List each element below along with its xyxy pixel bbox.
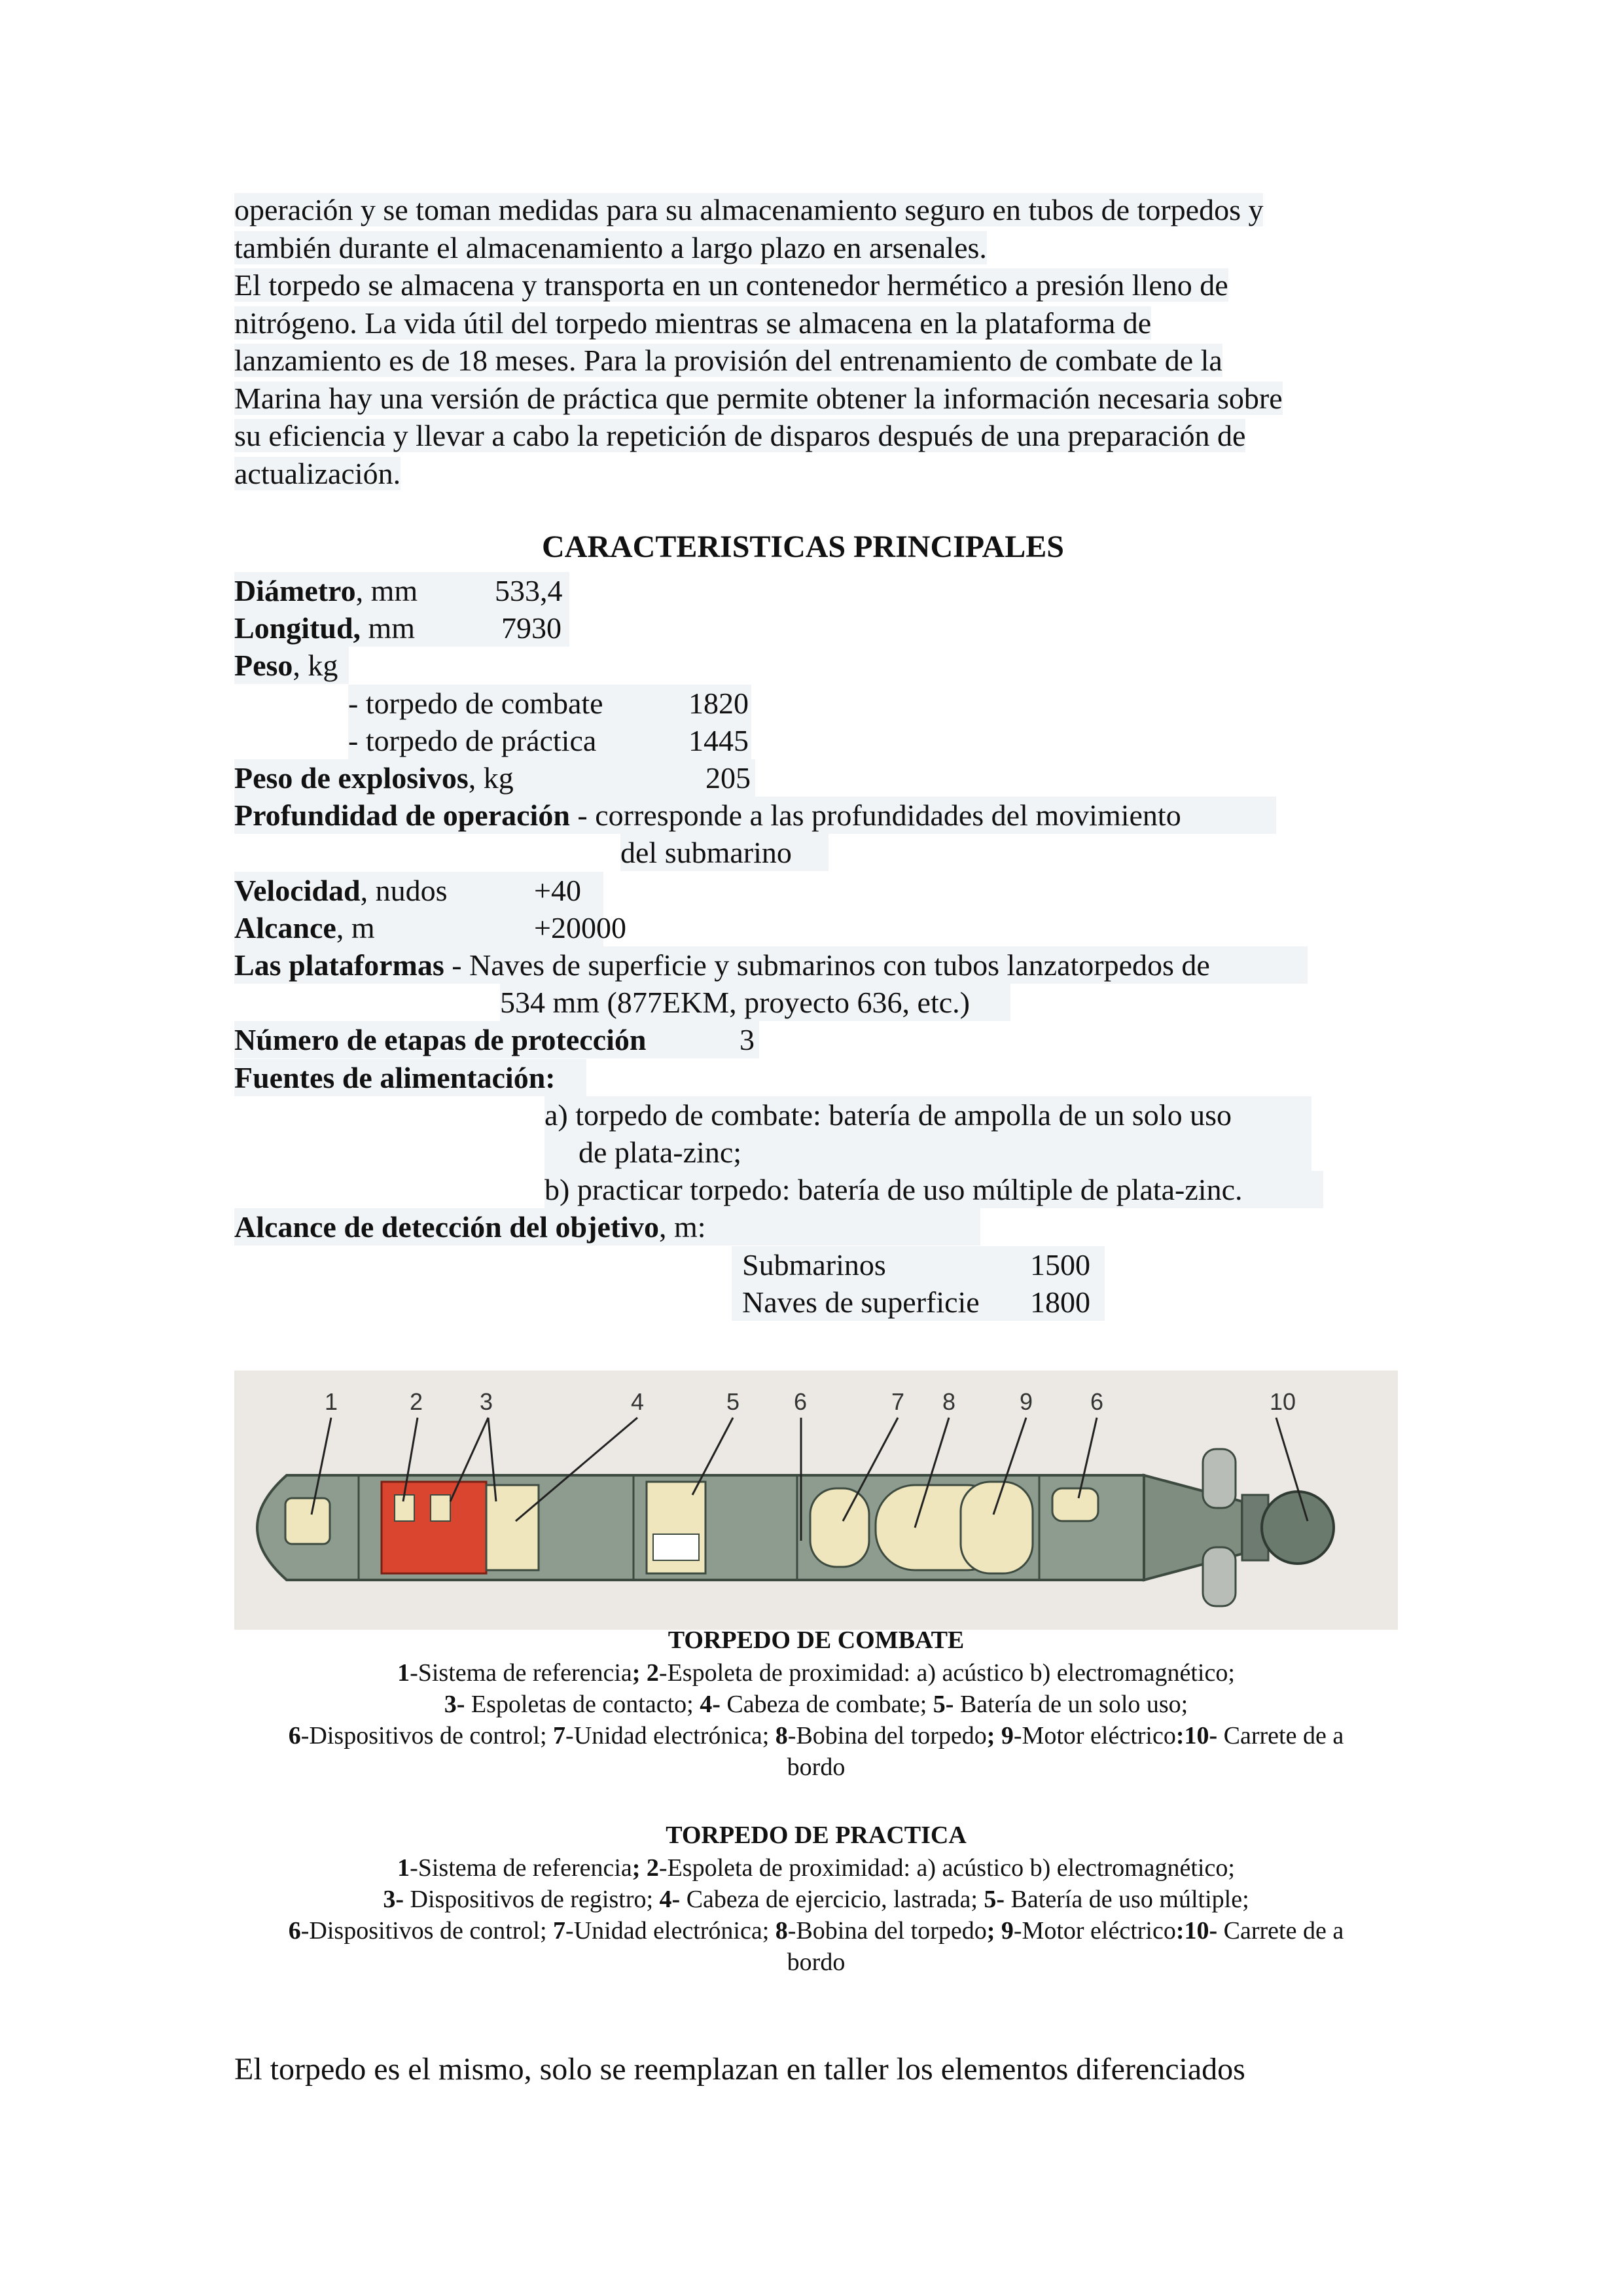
spec-value: 3 xyxy=(740,1023,755,1056)
spec-deteccion xyxy=(234,1208,980,1246)
spec-text: - corresponde a las profundidades del movimiento xyxy=(569,798,1181,832)
spec-fuentes xyxy=(234,1059,586,1096)
spec-label: Submarinos xyxy=(742,1248,886,1282)
spec-label: Fuentes de alimentación: xyxy=(234,1061,556,1094)
diagram-number: 9 xyxy=(1020,1388,1033,1415)
caption-combate-title: TORPEDO DE COMBATE xyxy=(668,1626,965,1654)
spec-unit: , nudos xyxy=(360,874,448,907)
diagram-number: 4 xyxy=(631,1388,645,1415)
spec-label: Velocidad xyxy=(234,874,361,907)
spec-peso-combate xyxy=(348,685,751,722)
diagram-number: 6 xyxy=(794,1388,808,1415)
spec-peso xyxy=(234,647,349,684)
spec-unit: , kg xyxy=(468,761,514,795)
spec-label: Alcance xyxy=(234,911,336,944)
spec-label: Número de etapas de protección xyxy=(234,1023,647,1056)
intro-line: nitrógeno. La vida útil del torpedo mientras se almacena en la plataforma de xyxy=(234,306,1152,340)
spec-text: 534 mm (877EKM, proyecto 636, etc.) xyxy=(500,986,970,1019)
spec-diametro xyxy=(234,572,569,609)
spec-value: +40 xyxy=(534,874,581,907)
intro-line: también durante el almacenamiento a largo plazo en arsenales. xyxy=(234,230,987,264)
control-devices-aft xyxy=(1052,1488,1098,1521)
caption-practica-title: TORPEDO DE PRACTICA xyxy=(666,1821,967,1849)
spec-velocidad xyxy=(234,872,603,909)
spec-etapas xyxy=(234,1021,759,1058)
intro-line: El torpedo se almacena y transporta en un contenedor hermético a presión lleno de xyxy=(234,268,1228,302)
spec-value: +20000 xyxy=(534,911,626,944)
spec-text: - Naves de superficie y submarinos con tubos lanzatorpedos de xyxy=(444,948,1210,982)
intro-line: operación y se toman medidas para su almacenamiento seguro en tubos de torpedos y xyxy=(234,193,1264,226)
spec-label: - torpedo de combate xyxy=(348,687,603,720)
spec-peso-practica xyxy=(348,722,751,759)
spec-label: Longitud, xyxy=(234,611,361,645)
intro-line: actualización. xyxy=(234,456,401,490)
caption-practica-line: bordo xyxy=(787,1948,846,1976)
spec-fuentes-a xyxy=(544,1096,1311,1134)
spec-deteccion-naves xyxy=(732,1283,1105,1321)
control-devices xyxy=(810,1488,869,1567)
torpedo-diagram xyxy=(234,1371,1398,1630)
diagram-number: 8 xyxy=(942,1388,956,1415)
intro-line: su eficiencia y llevar a cabo la repetición de disparos después de una preparación de xyxy=(234,419,1246,452)
spec-label: Peso xyxy=(234,649,293,682)
spec-value: 1820 xyxy=(688,687,749,720)
spec-label: Diámetro xyxy=(234,574,356,607)
spec-alcance xyxy=(234,909,626,946)
spec-label: Alcance de detección del objetivo xyxy=(234,1210,659,1244)
spec-deteccion-submarinos xyxy=(732,1246,1105,1283)
diagram-number: 1 xyxy=(325,1388,338,1415)
spec-unit: , kg xyxy=(293,649,338,682)
spec-plataformas-cont xyxy=(500,984,1010,1021)
diagram-number: 7 xyxy=(891,1388,905,1415)
spec-value: 1500 xyxy=(1030,1248,1090,1282)
spec-label: Peso de explosivos xyxy=(234,761,469,795)
spec-text: del submarino xyxy=(620,836,792,869)
caption-practica-line: 6-Dispositivos de control; 7-Unidad electrónica; 8-Bobina del torpedo; 9-Motor eléctrico:10- Carrete de a xyxy=(288,1917,1344,1945)
electric-motor xyxy=(961,1482,1033,1573)
spec-label: Naves de superficie xyxy=(742,1285,980,1319)
diagram-number: 5 xyxy=(726,1388,740,1415)
caption-practica-line: 1-Sistema de referencia; 2-Espoleta de proximidad: a) acústico b) electromagnético; xyxy=(397,1854,1235,1882)
spec-text: de plata-zinc; xyxy=(579,1136,742,1169)
spec-text: b) practicar torpedo: batería de uso múltiple de plata-zinc. xyxy=(544,1173,1243,1206)
spec-label: - torpedo de práctica xyxy=(348,724,597,757)
caption-combate-line: 3- Espoletas de contacto; 4- Cabeza de combate; 5- Batería de un solo uso; xyxy=(444,1691,1188,1718)
spec-value: 533,4 xyxy=(495,574,563,607)
spec-unit: , m: xyxy=(658,1210,706,1244)
intro-paragraph xyxy=(234,191,1412,492)
warhead-equipment xyxy=(486,1485,539,1570)
spec-unit: , m xyxy=(336,911,375,944)
diagram-number: 2 xyxy=(410,1388,423,1415)
caption-combate-line: 1-Sistema de referencia; 2-Espoleta de proximidad: a) acústico b) electromagnético; xyxy=(397,1659,1235,1687)
contact-fuze xyxy=(431,1495,450,1521)
spec-explosivos xyxy=(234,759,755,797)
fin-upper xyxy=(1203,1449,1236,1508)
diagram-number: 6 xyxy=(1090,1388,1104,1415)
battery-panel xyxy=(653,1534,699,1560)
specs-heading: CARACTERISTICAS PRINCIPALES xyxy=(542,529,1064,564)
spec-unit: mm xyxy=(361,611,416,645)
spec-label: Profundidad de operación xyxy=(234,798,570,832)
spec-profundidad-cont xyxy=(620,834,829,871)
spec-plataformas xyxy=(234,946,1308,984)
intro-line: lanzamiento es de 18 meses. Para la provisión del entrenamiento de combate de la xyxy=(234,344,1222,377)
fin-lower xyxy=(1203,1547,1236,1606)
intro-line: Marina hay una versión de práctica que permite obtener la información necesaria sobre xyxy=(234,381,1283,415)
caption-combate-line: 6-Dispositivos de control; 7-Unidad electrónica; 8-Bobina del torpedo; 9-Motor eléctrico:10- Carrete de a xyxy=(288,1722,1344,1749)
spec-text: a) torpedo de combate: batería de ampolla de un solo uso xyxy=(544,1098,1232,1132)
spec-longitud xyxy=(234,609,569,647)
spec-profundidad xyxy=(234,797,1276,834)
diagram-number: 3 xyxy=(480,1388,493,1415)
spec-value: 205 xyxy=(705,761,751,795)
spec-label: Las plataformas xyxy=(234,948,444,982)
spec-value: 7930 xyxy=(501,611,562,645)
spec-value: 1445 xyxy=(688,724,749,757)
spec-unit: , mm xyxy=(355,574,418,607)
spec-value: 1800 xyxy=(1030,1285,1090,1319)
closing-sentence: El torpedo es el mismo, solo se reemplazan en taller los elementos diferenciados xyxy=(234,2052,1245,2087)
cable-reel xyxy=(1262,1492,1334,1564)
caption-practica-line: 3- Dispositivos de registro; 4- Cabeza de ejercicio, lastrada; 5- Batería de uso múltiple; xyxy=(383,1886,1249,1913)
spec-fuentes-a-cont xyxy=(544,1134,1311,1171)
reference-system xyxy=(285,1498,330,1544)
diagram-number: 10 xyxy=(1270,1388,1296,1415)
spec-fuentes-b xyxy=(544,1171,1323,1208)
caption-combate-line: bordo xyxy=(787,1753,846,1781)
